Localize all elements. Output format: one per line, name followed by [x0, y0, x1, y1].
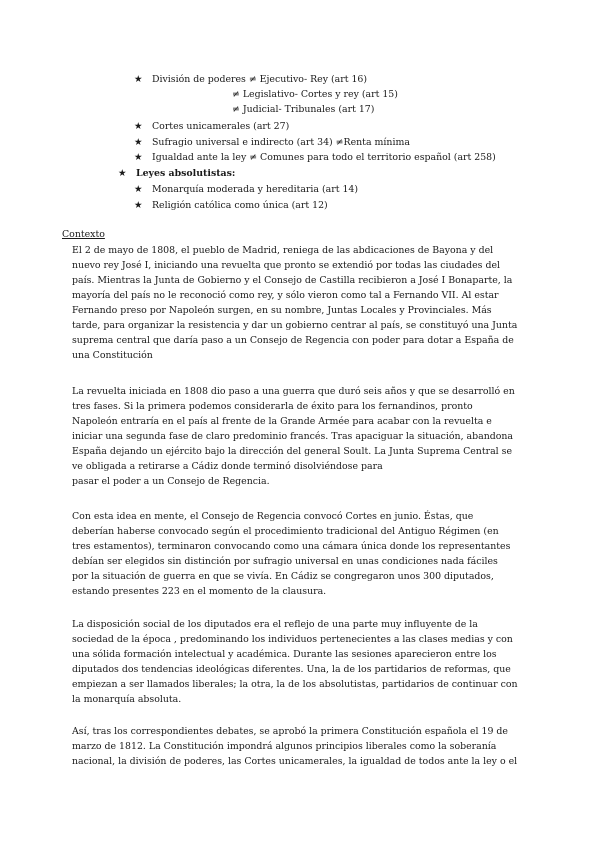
paragraph-line: pasar el poder a un Consejo de Regencia. [72, 476, 270, 487]
paragraph-line: iniciar una segunda fase de claro predominio francés. Tras apaciguar la situación, abandona [72, 431, 514, 442]
paragraph-line: Con esta idea en mente, el Consejo de Regencia convocó Cortes en junio. Éstas, que [72, 511, 474, 522]
outline-heading-absolutistas: Leyes absolutistas: [136, 168, 236, 179]
outline-item-sufragio: Sufragio universal e indirecto (art 34) ≠Renta mínima [152, 137, 410, 148]
paragraph-line: España dejando un ejército bajo la dirección del general Soult. La Junta Suprema Central se [72, 446, 513, 457]
star-bullet-icon: ★ [118, 168, 127, 179]
section-heading-contexto: Contexto [62, 229, 105, 240]
outline-item-monarquia: Monarquía moderada y hereditaria (art 14) [152, 184, 359, 195]
paragraph-line: tres fases. Si la primera podemos considerarla de éxito para los fernandinos, pronto [72, 401, 473, 412]
star-bullet-icon: ★ [134, 137, 143, 148]
outline-subitem-judicial: ≠ Judicial- Tribunales (art 17) [232, 104, 375, 115]
paragraph-3 [72, 509, 534, 599]
paragraph-line: nacional, la división de poderes, las Cortes unicamerales, la igualdad de todos ante la ley o el [72, 756, 518, 767]
paragraph-line: empiezan a ser llamados liberales; la otra, la de los absolutistas, partidarios de continuar con [72, 679, 518, 690]
paragraph-line: tres estamentos), terminaron convocando como una cámara única donde los representantes [72, 541, 511, 552]
paragraph-2 [72, 384, 534, 489]
paragraph-line: La revuelta iniciada en 1808 dio paso a una guerra que duró seis años y que se desarrolló en [72, 386, 515, 397]
paragraph-line: deberían haberse convocado según el procedimiento tradicional del Antiguo Régimen (en [72, 526, 499, 537]
paragraph-line: marzo de 1812. La Constitución impondrá algunos principios liberales como la soberanía [72, 741, 497, 752]
paragraph-line: suprema central que daría paso a un Consejo de Regencia con poder para dotar a España de [72, 335, 514, 346]
paragraph-line: estando presentes 223 en el momento de la clausura. [72, 586, 327, 597]
star-bullet-icon: ★ [134, 184, 143, 195]
outline-item-cortes: Cortes unicamerales (art 27) [152, 121, 290, 132]
paragraph-line: La disposición social de los diputados era el reflejo de una parte muy influyente de la [72, 619, 478, 630]
paragraph-line: ve obligada a retirarse a Cádiz donde terminó disolviéndose para [72, 461, 383, 472]
star-bullet-icon: ★ [134, 152, 143, 163]
outline-item-religion: Religión católica como única (art 12) [152, 200, 328, 211]
paragraph-line: por la situación de guerra en que se vivía. En Cádiz se congregaron unos 300 diputados, [72, 571, 494, 582]
paragraph-line: una sólida formación intelectual y académica. Durante las sesiones aparecieron entre los [72, 649, 497, 660]
paragraph-4 [72, 617, 534, 707]
outline-subitem-legislativo: ≠ Legislativo- Cortes y rey (art 15) [232, 89, 398, 100]
paragraph-line: diputados dos tendencias ideológicas diferentes. Una, la de los partidarios de reformas, que [72, 664, 511, 675]
paragraph-line: nuevo rey José I, iniciando una revuelta que pronto se extendió por todas las ciudades del [72, 260, 501, 271]
paragraph-line: debían ser elegidos sin distinción por sufragio universal en unas condiciones nada fáciles [72, 556, 498, 567]
outline-item-igualdad: Igualdad ante la ley ≠ Comunes para todo el territorio español (art 258) [152, 152, 496, 163]
paragraph-line: Napoleón entraría en el país al frente de la Grande Armée para acabar con la revuelta e [72, 416, 492, 427]
outline-item-division: División de poderes ≠ Ejecutivo- Rey (art 16) [152, 74, 368, 85]
paragraph-line: sociedad de la época , predominando los individuos pertenecientes a las clases medias y con [72, 634, 513, 645]
paragraph-line: una Constitución [72, 350, 153, 361]
star-bullet-icon: ★ [134, 74, 143, 85]
paragraph-5 [72, 724, 534, 769]
star-bullet-icon: ★ [134, 200, 143, 211]
paragraph-1 [72, 243, 534, 363]
star-bullet-icon: ★ [134, 121, 143, 132]
paragraph-line: la monarquía absoluta. [72, 694, 182, 705]
paragraph-line: El 2 de mayo de 1808, el pueblo de Madrid, reniega de las abdicaciones de Bayona y del [72, 245, 494, 256]
paragraph-line: Así, tras los correspondientes debates, se aprobó la primera Constitución española el 19 de [72, 726, 508, 737]
paragraph-line: Fernando preso por Napoleón surgen, en su nombre, Juntas Locales y Provinciales. Más [72, 305, 492, 316]
paragraph-line: tarde, para organizar la resistencia y dar un gobierno centrar al país, se constituyó una Junta [72, 320, 518, 331]
paragraph-line: país. Mientras la Junta de Gobierno y el Consejo de Castilla recibieron a José I Bonaparte, la [72, 275, 513, 286]
paragraph-line: mayoría del país no le reconoció como rey, y sólo vieron como tal a Fernando VII. Al estar [72, 290, 499, 301]
